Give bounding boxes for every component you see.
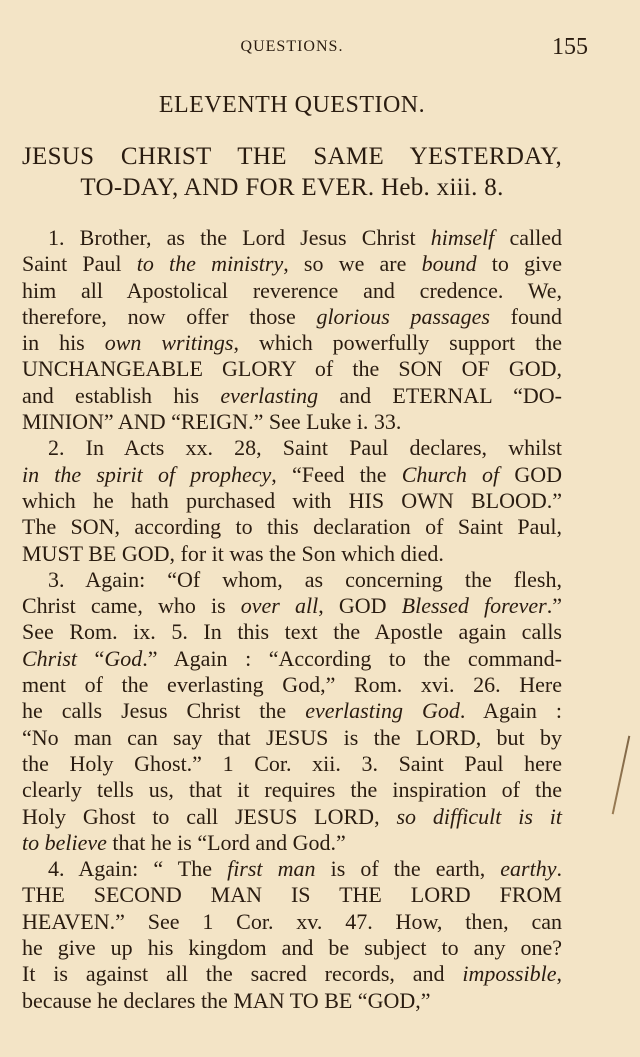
chapter-title-line-2: TO-DAY, AND FOR EVER. Heb. xiii. 8. — [80, 174, 504, 201]
text-line: he calls Jesus Christ the everlasting God. Again : — [22, 698, 562, 724]
paragraph-1 — [22, 225, 562, 435]
italic-text: so difficult is it — [396, 803, 562, 829]
text-line: Saint Paul to the ministry, so we are bound to give — [22, 251, 562, 277]
page-header — [22, 34, 588, 70]
text-line: him all Apostolical reverence and credence. We, — [22, 277, 562, 303]
book-page — [22, 34, 588, 1014]
text-line: UNCHANGEABLE GLORY of the SON OF GOD, — [22, 356, 562, 382]
paragraph-3 — [22, 567, 562, 856]
italic-text: God — [104, 645, 143, 671]
text-line: See Rom. ix. 5. In this text the Apostle again calls — [22, 619, 562, 645]
text-line: in the spirit of prophecy, “Feed the Church of GOD — [22, 461, 563, 487]
text-line: MINION” AND “REIGN.” See Luke i. 33. — [22, 409, 402, 435]
body-text — [22, 225, 562, 1014]
text-line: Christ came, who is over all, GOD Blessed forever.” — [22, 593, 562, 619]
text-line: Christ “God.” Again : “According to the command- — [22, 645, 562, 671]
page-number: 155 — [552, 34, 588, 60]
margin-mark — [612, 736, 631, 815]
running-head: QUESTIONS. — [240, 38, 344, 55]
text-line: in his own writings, which powerfully support the — [22, 330, 563, 356]
italic-text: himself — [430, 225, 495, 250]
text-line: because he declares the MAN TO BE “GOD,” — [22, 987, 431, 1013]
text-line: he give up his kingdom and be subject to any one? — [22, 935, 562, 961]
italic-text: everlasting — [220, 382, 319, 408]
text-line: ment of the everlasting God,” Rom. xvi. 26. Here — [22, 672, 562, 698]
text-line: 3. Again: “Of whom, as concerning the flesh, — [48, 566, 562, 592]
paragraph-2 — [22, 435, 562, 566]
text-line: 4. Again: “ The first man is of the earth, earthy. — [48, 856, 562, 882]
paragraph-4 — [22, 856, 562, 1014]
text-line: THE SECOND MAN IS THE LORD FROM — [22, 882, 562, 908]
text-line: 2. In Acts xx. 28, Saint Paul declares, whilst — [48, 435, 562, 461]
text-line: It is against all the sacred records, and impossible, — [22, 961, 562, 987]
text-line: which he hath purchased with HIS OWN BLOOD.” — [22, 487, 562, 513]
italic-text: earthy — [500, 856, 557, 882]
text-line: The SON, according to this declaration of Saint Paul, — [22, 514, 562, 540]
italic-text: to the ministry — [136, 251, 284, 277]
text-line: 1. Brother, as the Lord Jesus Christ himself called — [48, 225, 562, 250]
text-line: Holy Ghost to call JESUS LORD, so difficult is it — [22, 803, 562, 829]
text-line: the Holy Ghost.” 1 Cor. xii. 3. Saint Paul here — [22, 750, 562, 776]
italic-text: own writings — [104, 330, 234, 356]
italic-text: everlasting God — [305, 698, 460, 724]
italic-text: Christ — [22, 645, 78, 671]
text-line: “No man can say that JESUS is the LORD, but by — [22, 724, 562, 750]
italic-text: glorious passages — [316, 303, 490, 329]
text-line: HEAVEN.” See 1 Cor. xv. 47. How, then, can — [22, 908, 562, 934]
chapter-title — [22, 141, 562, 203]
italic-text: over all — [240, 593, 319, 619]
text-line: clearly tells us, that it requires the inspiration of the — [22, 777, 562, 803]
italic-text: first man — [227, 856, 316, 882]
italic-text: impossible — [462, 961, 557, 987]
italic-text: in the spirit of prophecy — [22, 461, 272, 487]
text-line: MUST BE GOD, for it was the Son which died. — [22, 540, 444, 566]
italic-text: to believe — [22, 829, 107, 855]
text-line: and establish his everlasting and ETERNAL “DO- — [22, 382, 562, 408]
chapter-title-line-1: JESUS CHRIST THE SAME YESTERDAY, — [22, 143, 562, 170]
italic-text: bound — [421, 251, 477, 277]
section-heading: ELEVENTH QUESTION. — [158, 92, 426, 118]
italic-text: Church of — [401, 461, 500, 487]
italic-text: Blessed forever — [401, 593, 547, 619]
text-line: to believe that he is “Lord and God.” — [22, 829, 346, 855]
text-line: therefore, now offer those glorious passages found — [22, 303, 562, 329]
